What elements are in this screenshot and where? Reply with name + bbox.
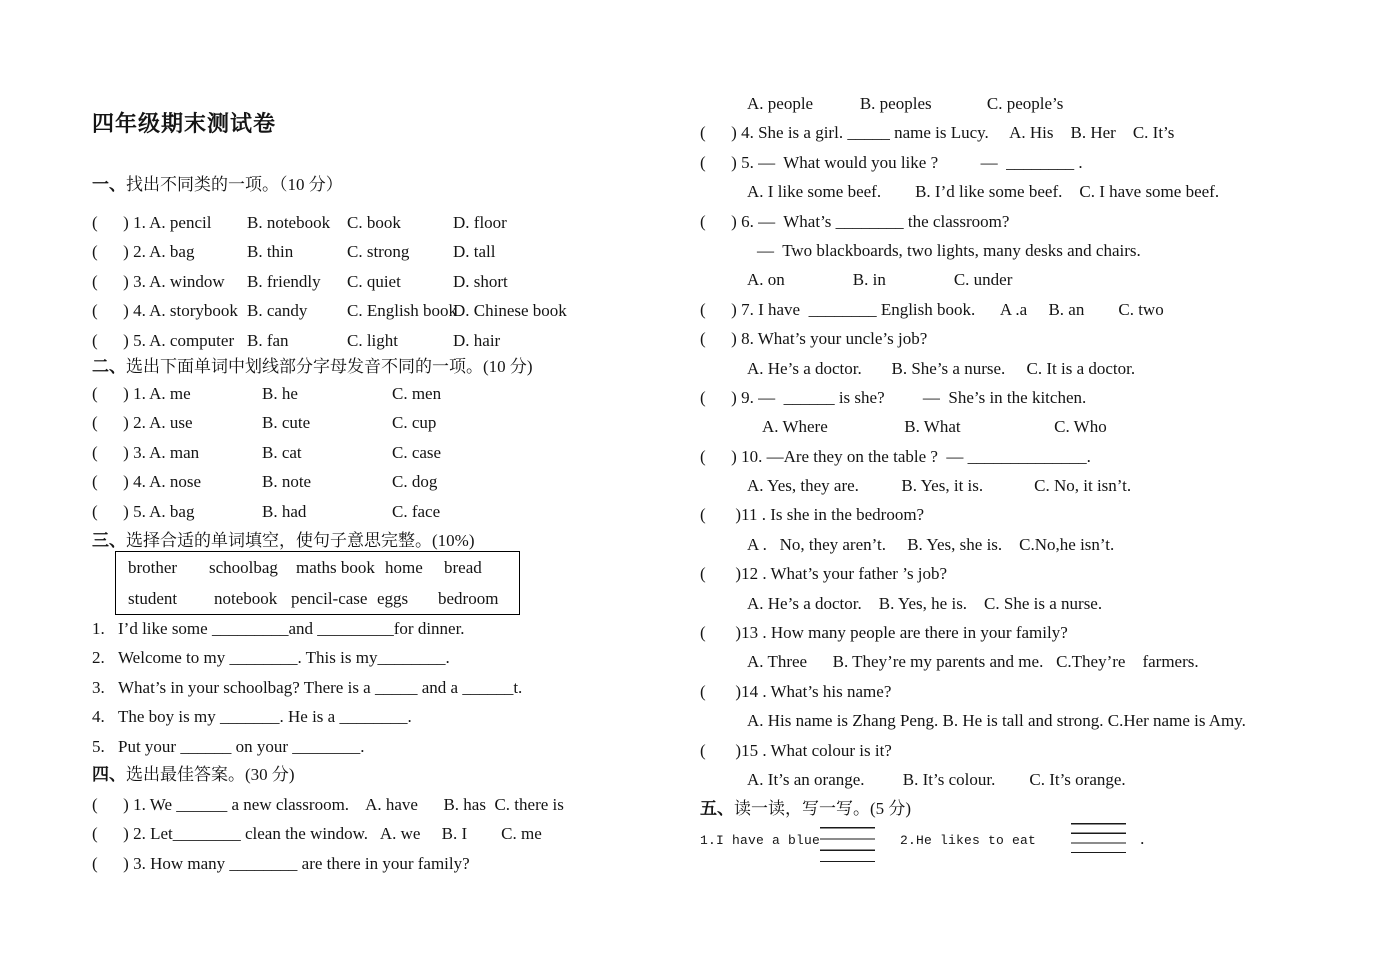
option-c: C. quiet [347,271,401,291]
question-stem: ( ) 2. A. use [92,413,193,433]
question-stem: ( ) 4. A. nose [92,472,202,492]
question-row [92,326,672,355]
option-d: D. Chinese book [453,301,567,321]
question-row: ( ) 3. How many ________ are there in your family? [92,853,470,873]
option-d: D. tall [453,242,496,262]
answer-options-line: A. Three B. They’re my parents and me. C.They’re farmers. [747,652,1199,672]
option-c: C. book [347,213,401,232]
section-number: 二、 [92,357,126,376]
word: bedroom [438,589,499,608]
question-row: ( )13 . How many people are there in your family? [700,623,1068,643]
fill-item [92,732,672,761]
section-1-questions [92,208,672,355]
item-text: What’s in your schoolbag? There is a _____ and a ______t. [118,677,523,697]
question-stem: ( ) 1. A. pencil [92,213,212,232]
question-stem: ( ) 4. A. storybook [92,301,238,321]
item-number: 1. [92,619,105,638]
write-item-1: 1.I have a blue [700,832,821,848]
writing-practice-line [700,824,1360,853]
answer-options-line: A. I like some beef. B. I’d like some beef. C. I have some beef. [747,182,1220,202]
option-c: C. cup [392,413,437,433]
section-title-text: 读一读，写一写。(5 分) [734,799,912,819]
word: eggs [377,589,409,608]
section-heading-2 [92,352,533,381]
word: schoolbag [209,558,278,577]
option-c: C. dog [392,472,438,492]
item-number: 5. [92,736,105,756]
section-title-text: 找出不同类的一项。（10 分） [126,175,343,194]
fill-item [92,643,672,672]
option-d: D. hair [453,330,501,350]
section-3-items [92,614,672,761]
item-text: Welcome to my ________. This is my________. [118,648,450,668]
section-4-questions-left [92,790,692,878]
word: student [128,589,178,608]
write-item-2: 2.He likes to eat [900,832,1037,848]
option-b: B. had [262,501,307,521]
question-stem: ( ) 3. A. window [92,271,225,291]
question-stem: ( ) 5. A. computer [92,330,235,350]
option-c: C. case [392,442,442,462]
fill-item [92,614,672,643]
item-text: Put your ______ on your ________. [118,736,365,756]
option-b: B. friendly [247,271,321,291]
option-c: C. strong [347,242,410,262]
question-row: ( )15 . What colour is it? [700,740,892,760]
section-2-questions [92,379,672,526]
option-b: B. note [262,472,312,492]
section-title-text: 选择合适的单词填空，使句子意思完整。(10%) [126,531,475,550]
question-row: ( ) 9. — ______ is she? — She’s in the kitchen. [700,387,1087,407]
question-row [92,267,672,296]
question-row [92,497,672,526]
answer-options-line: A. people B. peoples C. people’s [747,94,1064,113]
answer-options-line: A. Where B. What C. Who [762,417,1107,437]
word: pencil-case [291,589,368,608]
question-row: ( ) 5. — What would you like ? — ________ . [700,152,1083,172]
word: bread [444,558,482,577]
option-c: C. face [392,501,441,521]
word: brother [128,558,178,577]
section-title-text: 选出最佳答案。(30 分) [126,765,295,784]
word: notebook [214,589,278,608]
section-heading-4 [92,760,295,789]
writing-grid-1 [820,827,875,862]
option-b: B. cute [262,413,311,433]
question-row: ( ) 1. We ______ a new classroom. A. have B. has C. there is [92,795,564,814]
option-c: C. English book [347,301,458,321]
option-c: C. men [392,384,442,403]
question-stem: ( ) 5. A. bag [92,501,195,521]
question-stem: ( ) 2. A. bag [92,242,195,262]
question-row [92,408,672,437]
answer-options-line: A . No, they aren’t. B. Yes, she is. C.No,he isn’t. [747,534,1115,554]
question-row [92,379,672,408]
fill-item [92,673,672,702]
answer-reply-line: — Two blackboards, two lights, many desks and chairs. [757,240,1141,260]
question-row [92,296,672,325]
item-text: The boy is my _______. He is a ________. [118,707,412,727]
question-row [92,237,672,266]
question-stem: ( ) 1. A. me [92,384,191,403]
fill-item [92,702,672,731]
question-row: ( ) 2. Let________ clean the window. A. we B. I C. me [92,824,542,844]
question-row: ( ) 4. She is a girl. _____ name is Lucy. A. His B. Her C. It’s [700,123,1175,143]
word-bank-row [116,552,519,583]
answer-options-line: A. His name is Zhang Peng. B. He is tall and strong. C.Her name is Amy. [747,711,1246,731]
section-number: 五、 [700,799,734,819]
option-b: B. notebook [247,213,331,232]
question-row [92,438,672,467]
page-title: 四年级期末测试卷 [92,111,277,136]
right-column [700,89,1360,853]
question-row: ( ) 8. What’s your uncle’s job? [700,329,928,349]
question-row [92,467,672,496]
question-row: ( ) 6. — What’s ________ the classroom? [700,211,1010,231]
option-b: B. cat [262,442,302,462]
sentence-period: . [1140,828,1145,848]
question-row: ( )11 . Is she in the bedroom? [700,505,925,525]
item-text: I’d like some _________and _________for dinner. [118,619,465,638]
option-d: D. floor [453,213,507,232]
option-b: B. fan [247,330,289,350]
answer-options-line: A. Yes, they are. B. Yes, it is. C. No, it isn’t. [747,476,1132,496]
section-number: 四、 [92,765,126,784]
question-row: ( ) 10. —Are they on the table ? — ______________. [700,446,1091,466]
item-number: 3. [92,677,105,697]
section-number: 一、 [92,175,126,194]
question-row [92,208,672,237]
word-bank-row [116,583,519,614]
answer-options-line: A. on B. in C. under [747,270,1013,290]
question-row: ( )12 . What’s your father ’s job? [700,564,948,584]
option-b: B. he [262,384,298,403]
option-b: B. candy [247,301,308,321]
answer-options-line: A. He’s a doctor. B. She’s a nurse. C. It is a doctor. [747,358,1136,378]
section-heading-1 [92,170,343,199]
section-heading-5 [700,794,1360,823]
item-number: 4. [92,707,105,727]
writing-grid-2 [1071,823,1126,853]
word-bank-box [115,551,520,615]
word: maths book [296,558,375,577]
option-d: D. short [453,271,508,291]
section-number: 三、 [92,531,126,550]
answer-options-line: A. It’s an orange. B. It’s colour. C. It’s orange. [747,769,1126,789]
question-stem: ( ) 3. A. man [92,442,200,462]
section-title-text: 选出下面单词中划线部分字母发音不同的一项。(10 分) [126,357,533,376]
item-number: 2. [92,648,105,668]
question-row: ( )14 . What’s his name? [700,681,892,701]
question-row: ( ) 7. I have ________ English book. A .a B. an C. two [700,299,1164,319]
option-c: C. light [347,330,399,350]
option-b: B. thin [247,242,294,262]
answer-options-line: A. He’s a doctor. B. Yes, he is. C. She is a nurse. [747,593,1103,613]
word: home [385,558,423,577]
